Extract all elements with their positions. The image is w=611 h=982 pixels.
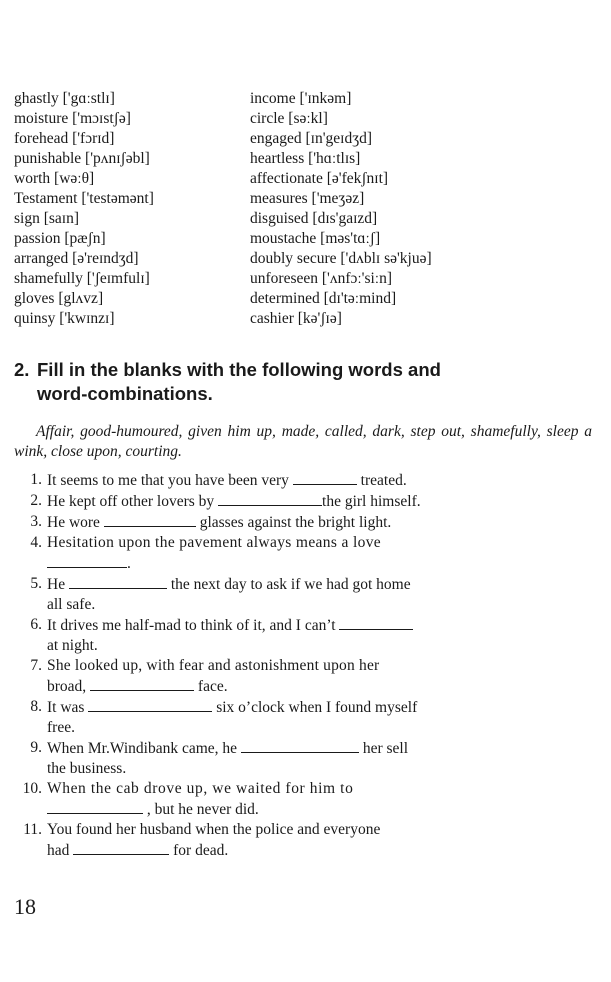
vocab-item: determined [dɪ'təːmind] [250,290,397,307]
exercise-item [14,512,592,533]
exercise-number: 2. [14,359,30,380]
exercise-item [14,615,592,656]
item-text: You found her husband when the police and everyone [47,821,381,838]
answer-blank[interactable] [47,799,143,814]
vocab-item: worth [wəːθ] [14,170,95,187]
exercise-item [14,779,592,820]
answer-blank[interactable] [90,676,194,691]
item-text: all safe. [47,596,96,613]
item-text: free. [47,719,75,736]
item-text: for dead. [169,842,229,859]
item-text: glasses against the bright light. [195,514,392,531]
answer-blank[interactable] [339,615,413,630]
vocab-item: doubly secure ['dʌblɪ sə'kjuə] [250,250,432,267]
word-bank: Affair, good-humoured, given him up, made, called, dark, step out, shamefully, sleep a wink, close upon, courting. [14,423,592,460]
vocabulary-column-right [250,89,594,329]
exercise-title-line1: Fill in the blanks with the following words and [37,359,441,380]
item-text: the girl himself. [322,493,421,510]
answer-blank[interactable] [73,840,169,855]
vocabulary-column-left [14,89,244,329]
answer-blank[interactable] [88,697,212,712]
vocab-item: Testament ['testəmənt] [14,190,154,207]
vocab-item: ghastly ['gɑːstlɪ] [14,90,115,107]
item-text: had [47,842,74,859]
vocab-item: income ['ɪnkəm] [250,90,352,107]
item-text: When the cab drove up, we waited for him to [47,780,354,797]
answer-blank[interactable] [241,738,359,753]
item-number: 4. [30,534,42,551]
vocab-item: affectionate [ə'fekʃnɪt] [250,170,389,187]
vocab-item: moisture ['mɔɪstʃə] [14,110,131,127]
vocab-item: punishable ['pʌnɪʃəbl] [14,150,150,167]
vocab-item: shamefully ['ʃeɪmfulɪ] [14,270,150,287]
answer-blank[interactable] [47,553,127,568]
vocab-item: measures ['meʒəz] [250,190,365,207]
item-text: She looked up, with fear and astonishment upon her [47,657,380,674]
item-text: It seems to me that you have been very [47,472,293,489]
exercise-item [14,470,592,491]
item-text: . [127,555,131,572]
item-text: treated. [356,472,407,489]
exercise-item [14,533,592,574]
item-text: the business. [47,760,127,777]
answer-blank[interactable] [69,574,167,589]
vocab-item: engaged [ɪn'geɪdʒd] [250,130,373,147]
exercise-item [14,656,592,697]
vocab-item: forehead ['fɔrɪd] [14,130,115,147]
item-number: 9. [30,739,42,756]
vocab-item: gloves [glʌvz] [14,290,104,307]
answer-blank[interactable] [293,470,357,485]
vocab-item: moustache [məs'tɑːʃ] [250,230,381,247]
item-text: He [47,576,69,593]
item-text: face. [194,678,228,695]
vocab-item: sign [saɪn] [14,210,80,227]
item-text: , but he never did. [143,801,259,818]
exercise-title-line2: word-combinations. [37,383,213,404]
answer-blank[interactable] [104,512,196,527]
page-number: 18 [14,894,36,919]
item-text: broad, [47,678,91,695]
item-number: 5. [30,575,42,592]
item-number: 1. [30,471,42,488]
exercise-item [14,697,592,738]
item-number: 10. [22,780,42,797]
item-number: 8. [30,698,42,715]
item-text: at night. [47,637,98,654]
item-number: 6. [30,616,42,633]
exercise-heading [14,358,599,406]
exercise-item [14,491,592,512]
vocab-item: unforeseen ['ʌnfɔː'siːn] [250,270,393,287]
vocab-item: circle [səːkl] [250,110,328,127]
item-text: her sell [358,740,409,757]
item-text: When Mr.Windibank came, he [47,740,241,757]
exercise-item [14,820,592,861]
exercise-item [14,574,592,615]
vocab-item: heartless ['hɑːtlɪs] [250,150,361,167]
item-number: 11. [23,821,42,838]
vocab-item: cashier [kə'ʃɪə] [250,310,342,327]
exercise-items [14,470,592,861]
item-number: 2. [30,492,42,509]
vocab-item: quinsy ['kwɪnzɪ] [14,310,115,327]
answer-blank[interactable] [218,491,322,506]
item-text: It was [47,699,89,716]
item-text: six o’clock when I found myself [212,699,418,716]
item-text: He kept off other lovers by [47,493,219,510]
vocab-item: passion [pæʃn] [14,230,106,247]
item-number: 3. [30,513,42,530]
vocab-item: arranged [ə'reɪndʒd] [14,250,139,267]
vocab-item: disguised [dɪs'gaɪzd] [250,210,378,227]
item-number: 7. [30,657,42,674]
item-text: the next day to ask if we had got home [166,576,411,593]
item-text: He wore [47,514,104,531]
exercise-item [14,738,592,779]
item-text: It drives me half-mad to think of it, and I can’t [47,617,340,634]
item-text: Hesitation upon the pavement always means a love [47,534,382,551]
